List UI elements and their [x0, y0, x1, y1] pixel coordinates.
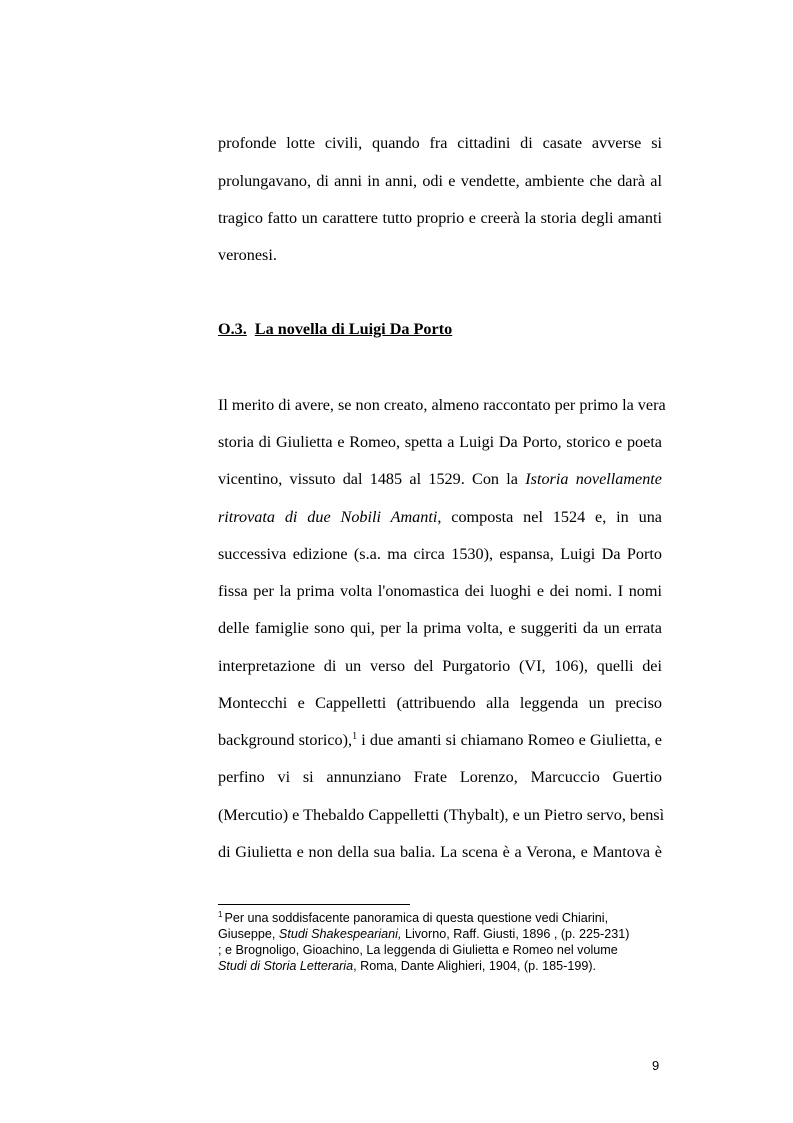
paragraph-line: Il merito di avere, se non creato, almeno raccontato per primo la vera: [218, 396, 666, 414]
paragraph-line: Montecchi e Cappelletti (attribuendo alla leggenda un preciso: [218, 694, 662, 712]
paragraph-line: profonde lotte civili, quando fra cittadini di casate avverse si: [218, 134, 662, 152]
paragraph-line: successiva edizione (s.a. ma circa 1530), espansa, Luigi Da Porto: [218, 545, 662, 563]
paragraph-line: prolungavano, di anni in anni, odi e vendette, ambiente che darà al: [218, 172, 662, 190]
footnote-marker: 1: [218, 910, 223, 919]
work-title-italic: ritrovata di due Nobili Amanti: [218, 508, 438, 526]
paragraph-line: background storico),$^1$ i due amanti si chiamano Romeo e Giulietta, e: [218, 731, 662, 749]
section-title: La novella di Luigi Da Porto: [254, 320, 453, 338]
page-number: 9: [652, 1058, 660, 1073]
footnote-reference: 1: [352, 731, 358, 742]
footnote-divider: [218, 904, 410, 905]
paragraph-line: interpretazione di un verso del Purgatorio (VI, 106), quelli dei: [218, 657, 662, 675]
paragraph-line: storia di Giulietta e Romeo, spetta a Luigi Da Porto, storico e poeta: [218, 433, 662, 451]
paragraph-line: tragico fatto un carattere tutto proprio e creerà la storia degli amanti: [218, 209, 662, 227]
footnote-line: Giuseppe, Studi Shakespeariani, Livorno, Raff. Giusti, 1896 , (p. 225-231): [218, 927, 630, 941]
paragraph-line: veronesi.: [218, 246, 277, 264]
section-heading: [218, 320, 452, 339]
paragraph-line: vicentino, vissuto dal 1485 al 1529. Con la Istoria novellamente: [218, 470, 662, 488]
paragraph-line: delle famiglie sono qui, per la prima volta, e suggeriti da un errata: [218, 619, 662, 637]
paragraph-line: di Giulietta e non della sua balia. La scena è a Verona, e Mantova è: [218, 843, 662, 861]
paragraph-line: perfino vi si annunziano Frate Lorenzo, Marcuccio Guertio: [218, 768, 662, 786]
work-title-italic: Istoria novellamente: [525, 470, 662, 488]
footnote-line: Studi di Storia Letteraria, Roma, Dante Alighieri, 1904, (p. 185-199).: [218, 959, 597, 973]
paragraph-line: (Mercutio) e Thebaldo Cappelletti (Thybalt), e un Pietro servo, bensì: [218, 806, 665, 824]
footnote-line: ; e Brognoligo, Gioachino, La leggenda di Giulietta e Romeo nel volume: [218, 943, 618, 957]
footnote-line: $^1$ Per una soddisfacente panoramica di questa questione vedi Chiarini,: [218, 910, 609, 925]
paragraph-line: ritrovata di due Nobili Amanti, composta nel 1524 e, in una: [218, 508, 662, 526]
paragraph-line: fissa per la prima volta l'onomastica dei luoghi e dei nomi. I nomi: [218, 582, 662, 600]
section-number: O.3.: [218, 320, 247, 338]
